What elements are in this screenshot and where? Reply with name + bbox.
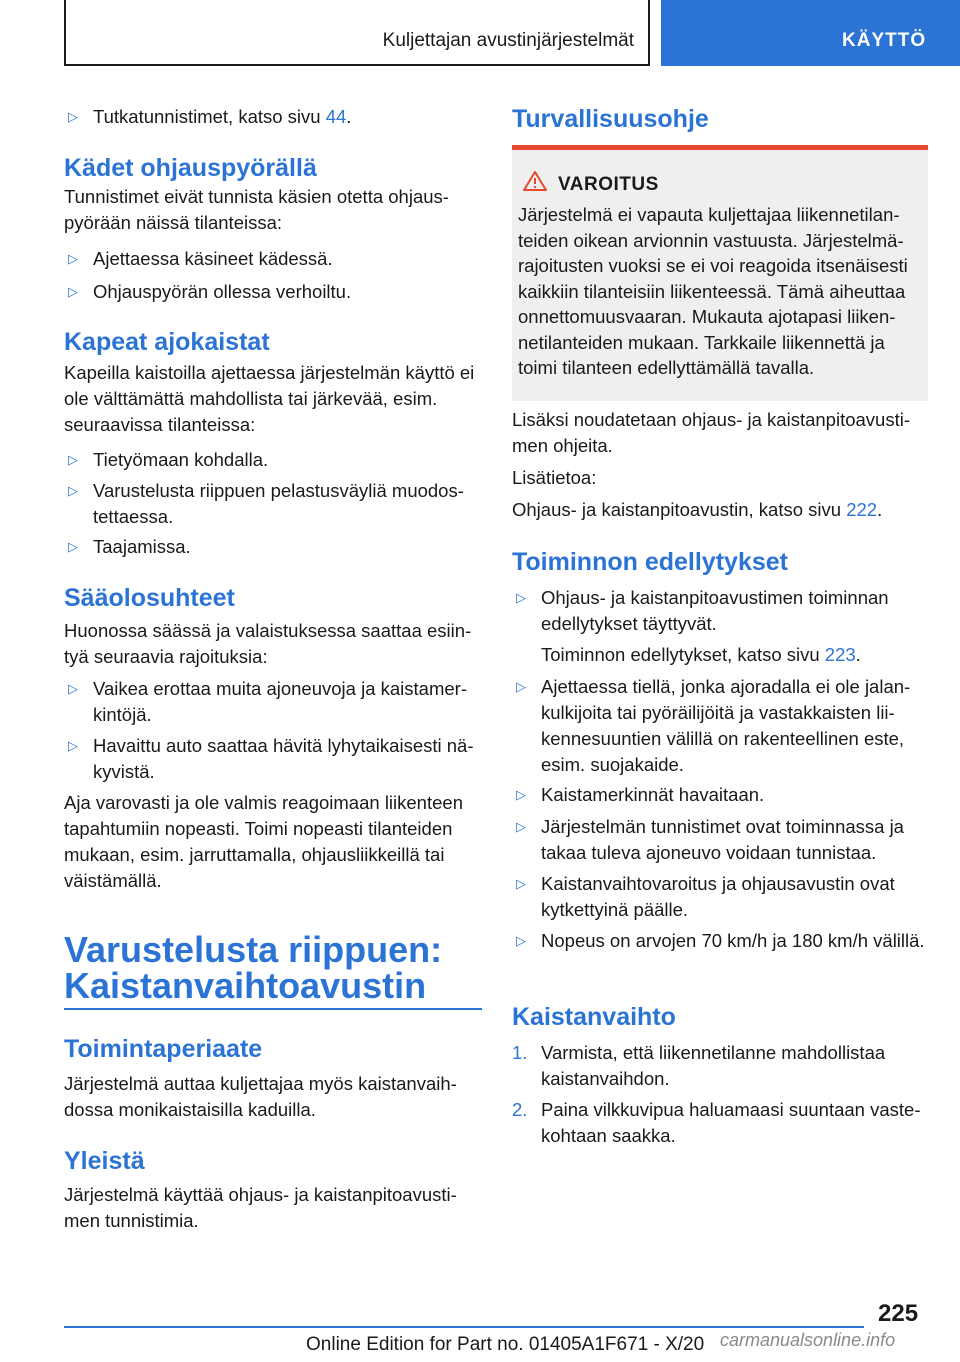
list-item: ▷ Kaistanvaihtovaroitus ja ohjausavustin ovat kytkettyinä päälle. (516, 873, 895, 920)
paragraph: Ohjaus- ja kaistanpitoavustin, katso sivu 222. (512, 499, 883, 520)
page-link[interactable]: 223 (824, 644, 856, 665)
list-item: ▷ Kaistamerkinnät havaitaan. (512, 782, 928, 808)
warning-box (512, 145, 928, 401)
section-heading: Toimintaperiaate (64, 1035, 263, 1063)
triangle-right-icon: ▷ (516, 933, 526, 948)
step-item: 1. Varmista, että liikennetilanne mahdollistaa kaistanvaihdon. (512, 1042, 886, 1089)
chapter-heading-line1: Varustelusta riippuen: (64, 929, 443, 970)
paragraph: Aja varovasti ja ole valmis reagoimaan liikenteen tapahtumiin nopeasti. Toimi nopeasti tilanteiden mukaan, esim. jarruttamalla, ohjausliikkeillä tai väistämällä. (64, 792, 463, 891)
triangle-right-icon: ▷ (68, 284, 78, 299)
footer-edition: Online Edition for Part no. 01405A1F671 - X/20 (306, 1334, 705, 1355)
triangle-right-icon: ▷ (516, 679, 526, 694)
section-heading: Yleistä (64, 1147, 145, 1175)
list-item: ▷ Vaikea erottaa muita ajoneuvoja ja kaistamerkintöjä. (68, 678, 467, 725)
triangle-right-icon: ▷ (516, 819, 526, 834)
header-section-box (64, 0, 650, 66)
list-item: ▷ Varustelusta riippuen pelastusväyliä muodostettaessa. (68, 480, 464, 527)
heading-rule (64, 1008, 482, 1010)
header-section-title: Kuljettajan avustinjärjestelmät (382, 30, 634, 51)
paragraph: Järjestelmä käyttää ohjaus- ja kaistanpitoavustimen tunnistimia. (64, 1184, 457, 1231)
triangle-right-icon: ▷ (516, 876, 526, 891)
step-item: 2. Paina vilkkuvipua haluamaasi suuntaan vastekohtaan saakka. (512, 1099, 921, 1146)
triangle-right-icon: ▷ (68, 539, 78, 554)
footer-rule (64, 1326, 864, 1328)
triangle-right-icon: ▷ (516, 787, 526, 802)
triangle-right-icon: ▷ (68, 109, 78, 124)
list-item: ▷ Ohjaus- ja kaistanpitoavustimen toiminnan edellytykset täyttyvät. (516, 587, 889, 634)
header-chapter-tab (661, 0, 960, 66)
chapter-heading-line2: Kaistanvaihtoavustin (64, 965, 427, 1006)
list-item: ▷ Ajettaessa tiellä, jonka ajoradalla ei ole jalankulkijoita tai pyöräilijöitä ja vastakkaisten liikennesuuntien välillä on rakenteellinen este, esim. suojakaide. (516, 676, 911, 775)
triangle-right-icon: ▷ (68, 251, 78, 266)
list-item: ▷ Nopeus on arvojen 70 km/h ja 180 km/h välillä. (512, 928, 928, 954)
paragraph: Järjestelmä auttaa kuljettajaa myös kaistanvaihdossa monikaistaisilla kaduilla. (64, 1073, 457, 1120)
step-number: 2. (512, 1099, 528, 1120)
triangle-right-icon: ▷ (68, 681, 78, 696)
section-heading: Kaistanvaihto (512, 1003, 676, 1031)
section-heading: Turvallisuusohje (512, 105, 709, 133)
page-link[interactable]: 222 (846, 499, 878, 520)
list-item: ▷ Tietyömaan kohdalla. (64, 447, 482, 473)
warning-text: Järjestelmä ei vapauta kuljettajaa liikennetilanteiden oikean arvionnin vastuusta. Järjestelmärajoitusten vuoksi se ei voi reagoida itsenäisesti kaikkiin tilanteisiin liikenteessä. Tämä aiheuttaa onnettomuusvaaran. Mukauta ajotapasi liikennetilanteiden mukaan. Tarkkaile liikennettä ja toimi tilanteen edellyttämällä tavalla. (518, 204, 908, 378)
watermark: carmanualsonline.info (720, 1330, 896, 1350)
triangle-right-icon: ▷ (68, 452, 78, 467)
page-number: 225 (878, 1300, 919, 1327)
list-item: ▷ Ajettaessa käsineet kädessä. (64, 246, 482, 272)
paragraph: Lisäksi noudatetaan ohjaus- ja kaistanpitoavustimen ohjeita. (512, 409, 911, 456)
triangle-right-icon: ▷ (68, 738, 78, 753)
paragraph: Huonossa säässä ja valaistuksessa saattaa esiintyä seuraavia rajoituksia: (64, 620, 472, 667)
warning-triangle-icon (522, 170, 548, 192)
section-heading: Sääolosuhteet (64, 584, 235, 612)
list-item: ▷ Tutkatunnistimet, katso sivu 44. (64, 104, 482, 130)
list-item: ▷ Ohjauspyörän ollessa verhoiltu. (64, 279, 482, 305)
list-item-note: Toiminnon edellytykset, katso sivu 223. (541, 644, 861, 665)
paragraph: Kapeilla kaistoilla ajettaessa järjestelmän käyttö ei ole välttämättä mahdollista tai järkevää, esim. seuraavissa tilanteissa: (64, 362, 475, 435)
triangle-right-icon: ▷ (68, 483, 78, 498)
step-number: 1. (512, 1042, 528, 1063)
paragraph: Tunnistimet eivät tunnista käsien otetta ohjauspyörään näissä tilanteissa: (64, 186, 449, 233)
list-item: ▷ Taajamissa. (64, 534, 482, 560)
section-heading: Toiminnon edellytykset (512, 548, 788, 576)
triangle-right-icon: ▷ (516, 590, 526, 605)
list-item: ▷ Havaittu auto saattaa hävitä lyhytaikaisesti näkyvistä. (68, 735, 474, 782)
warning-title: VAROITUS (558, 174, 659, 195)
section-heading: Kädet ohjauspyörällä (64, 154, 317, 182)
info-label: Lisätietoa: (512, 467, 597, 488)
list-item: ▷ Järjestelmän tunnistimet ovat toiminnassa ja takaa tuleva ajoneuvo voidaan tunnistaa. (516, 816, 904, 863)
page-link[interactable]: 44 (325, 106, 347, 127)
section-heading: Kapeat ajokaistat (64, 328, 270, 356)
header-chapter-label: KÄYTTÖ (842, 30, 927, 51)
